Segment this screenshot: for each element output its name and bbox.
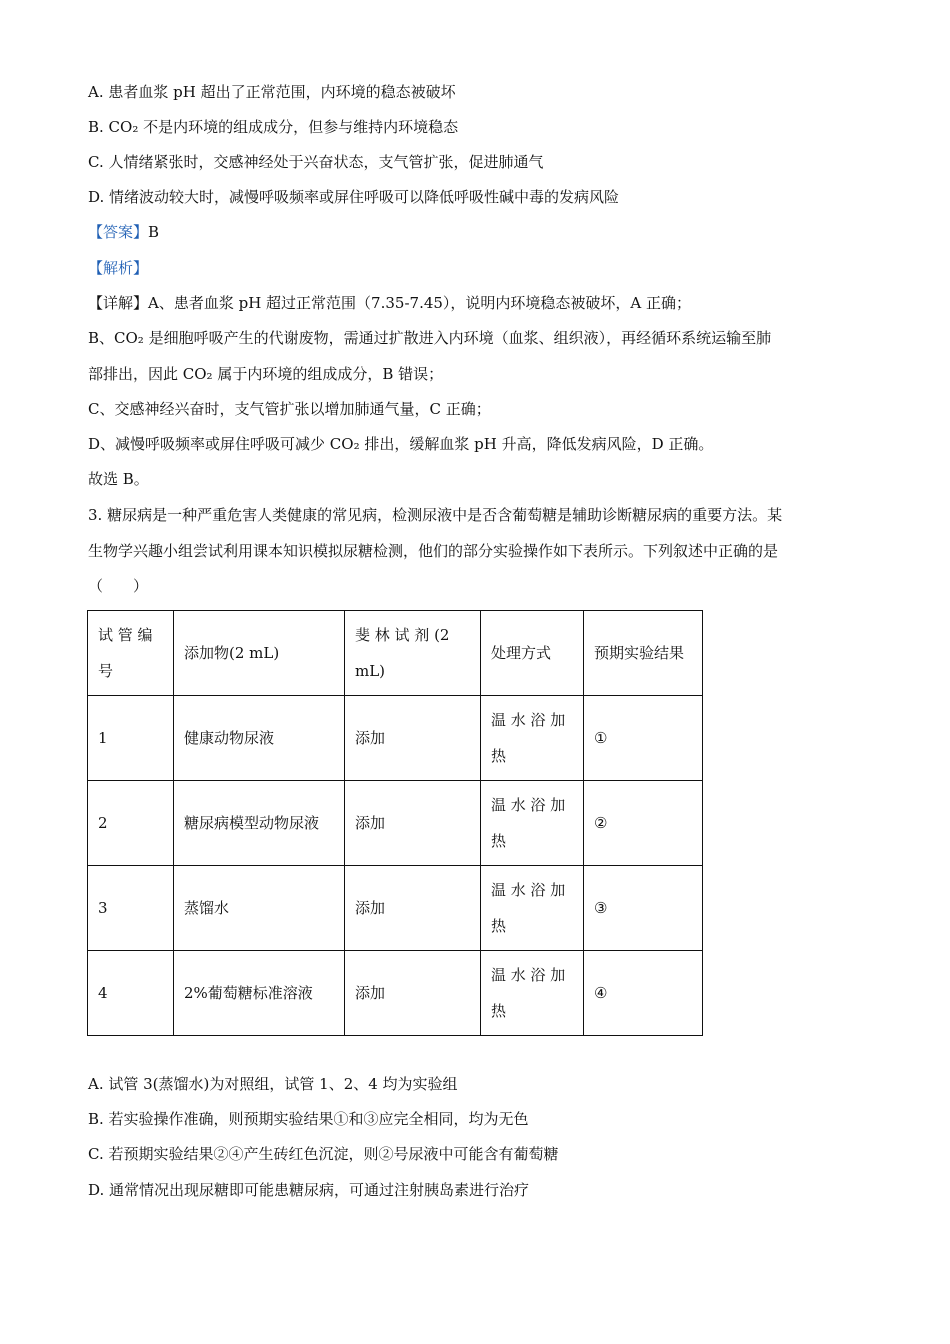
cell-result: ③ — [584, 866, 703, 951]
detail-line-5: D、减慢呼吸频率或屏住呼吸可减少 CO₂ 排出，缓解血浆 pH 升高，降低发病风险，D 正确。 — [88, 435, 714, 453]
detail-line-3: 部排出，因此 CO₂ 属于内环境的组成成分，B 错误； — [88, 365, 444, 383]
detail-line-2: B、CO₂ 是细胞呼吸产生的代谢废物，需通过扩散进入内环境（血浆、组织液），再经循环系统运输至肺 — [88, 329, 772, 347]
cell-tube: 2 — [88, 781, 174, 866]
q3-option-a: A. 试管 3(蒸馏水)为对照组，试管 1、2、4 均为实验组 — [88, 1075, 458, 1093]
header-fehling-reagent: 斐 林 试 剂 (2 mL) — [345, 611, 481, 696]
prev-option-d: D. 情绪波动较大时，减慢呼吸频率或屏住呼吸可以降低呼吸性碱中毒的发病风险 — [88, 188, 620, 206]
detail-line-1: 【详解】A、患者血浆 pH 超过正常范围（7.35-7.45），说明内环境稳态被破坏，A 正确； — [88, 294, 692, 312]
table-row — [88, 951, 703, 1036]
q3-option-c: C. 若预期实验结果②④产生砖红色沉淀，则②号尿液中可能含有葡萄糖 — [88, 1145, 559, 1163]
answer-line — [88, 222, 159, 242]
analysis-label: 【解析】 — [88, 259, 149, 277]
cell-tube: 4 — [88, 951, 174, 1036]
experiment-table — [87, 610, 703, 1036]
table-row — [88, 866, 703, 951]
cell-result: ② — [584, 781, 703, 866]
table-row — [88, 696, 703, 781]
cell-treatment: 温 水 浴 加 热 — [481, 951, 584, 1036]
table-row — [88, 781, 703, 866]
answer-value: B — [148, 223, 160, 241]
cell-reagent: 添加 — [345, 781, 481, 866]
detail-line-6: 故选 B。 — [88, 470, 149, 488]
cell-additive: 糖尿病模型动物尿液 — [174, 781, 345, 866]
header-tube-number: 试 管 编 号 — [88, 611, 174, 696]
cell-result: ① — [584, 696, 703, 781]
header-treatment: 处理方式 — [481, 611, 584, 696]
prev-option-c: C. 人情绪紧张时，交感神经处于兴奋状态，支气管扩张，促进肺通气 — [88, 153, 544, 171]
cell-reagent: 添加 — [345, 866, 481, 951]
cell-tube: 1 — [88, 696, 174, 781]
header-expected-result: 预期实验结果 — [584, 611, 703, 696]
q3-stem-line-1: 3. 糖尿病是一种严重危害人类健康的常见病，检测尿液中是否含葡萄糖是辅助诊断糖尿病的重要方法。某 — [88, 506, 783, 524]
prev-option-a: A. 患者血浆 pH 超出了正常范围，内环境的稳态被破坏 — [88, 83, 456, 101]
cell-treatment: 温 水 浴 加 热 — [481, 866, 584, 951]
cell-additive: 2%葡萄糖标准溶液 — [174, 951, 345, 1036]
q3-stem-line-3: （ ） — [88, 577, 149, 595]
header-additive: 添加物(2 mL) — [174, 611, 345, 696]
cell-additive: 健康动物尿液 — [174, 696, 345, 781]
q3-option-d: D. 通常情况出现尿糖即可能患糖尿病，可通过注射胰岛素进行治疗 — [88, 1181, 530, 1199]
answer-label: 【答案】 — [88, 223, 149, 241]
prev-option-b: B. CO₂ 不是内环境的组成成分，但参与维持内环境稳态 — [88, 118, 459, 136]
cell-additive: 蒸馏水 — [174, 866, 345, 951]
cell-tube: 3 — [88, 866, 174, 951]
cell-reagent: 添加 — [345, 696, 481, 781]
table-header-row — [88, 611, 703, 696]
detail-line-4: C、交感神经兴奋时，支气管扩张以增加肺通气量，C 正确； — [88, 400, 491, 418]
q3-stem-line-2: 生物学兴趣小组尝试利用课本知识模拟尿糖检测，他们的部分实验操作如下表所示。下列叙述中正确的是 — [88, 542, 779, 560]
cell-reagent: 添加 — [345, 951, 481, 1036]
cell-result: ④ — [584, 951, 703, 1036]
cell-treatment: 温 水 浴 加 热 — [481, 696, 584, 781]
cell-treatment: 温 水 浴 加 热 — [481, 781, 584, 866]
q3-option-b: B. 若实验操作准确，则预期实验结果①和③应完全相同，均为无色 — [88, 1110, 529, 1128]
